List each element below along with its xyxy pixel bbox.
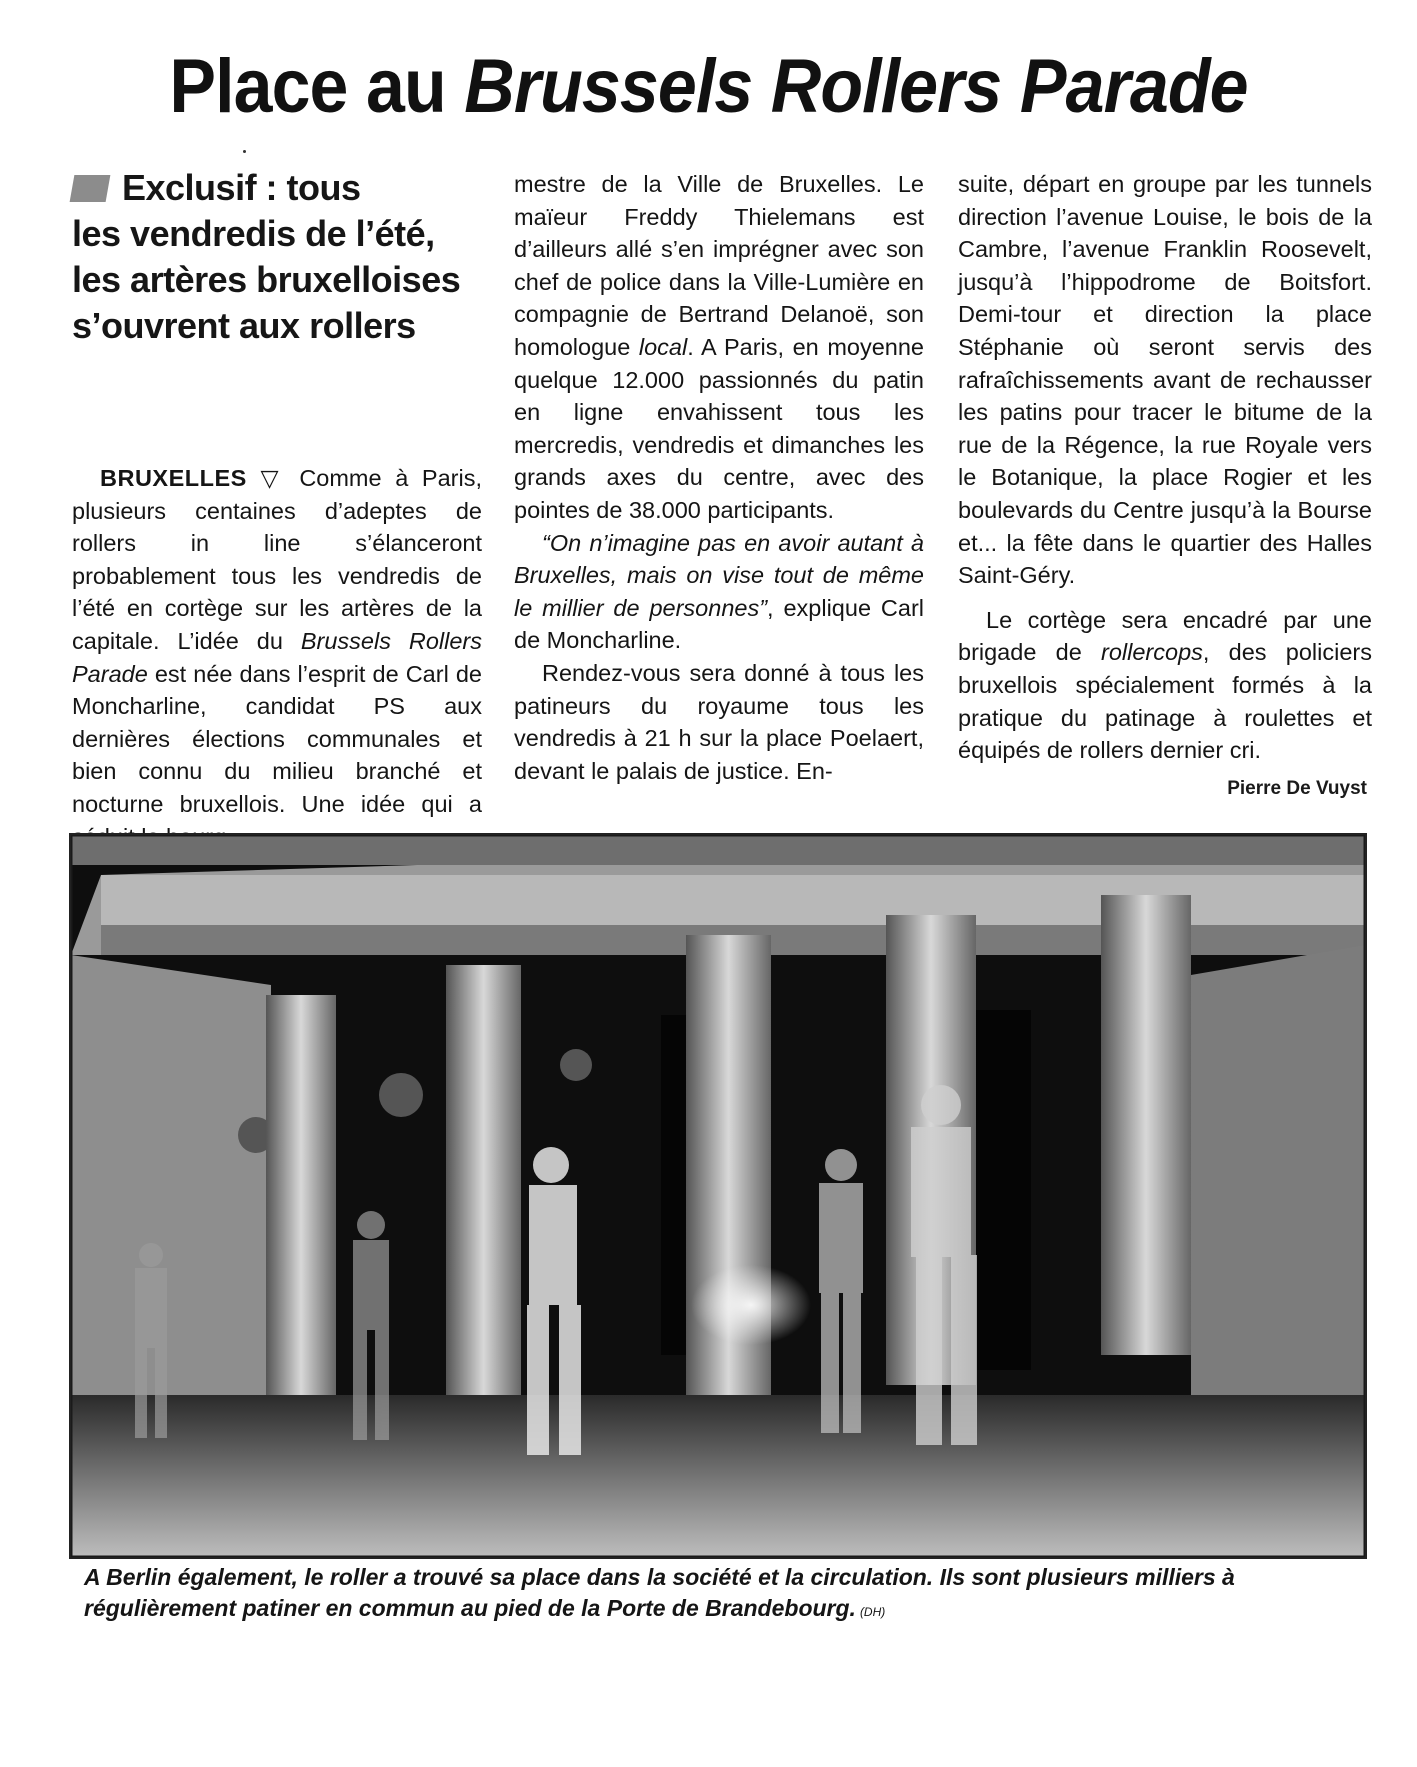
deck-line-2: les vendredis de l’été, (72, 213, 435, 254)
dateline-symbol: ▽ (260, 465, 286, 491)
col1-text: Comme à Paris, plusieurs centaines d’adeptes de rollers in line s’élanceront probablement tous les vendredis de l’été en cortège sur les artères de la capitale. L’idée du (72, 465, 482, 654)
col2-p1: mestre de la Ville de Bruxelles. Le maïeur Freddy Thielemans est d’ailleurs allé s’en imprégner avec son chef de police dans la Ville-Lumière en compagnie de Bertrand Delanoë, son homologue (514, 171, 924, 360)
photo-brandenburg-gate (69, 833, 1367, 1559)
quote: “On n’imagine pas en avoir autant à Bruxelles, mais on vise tout de même le millier de personnes” (514, 529, 924, 621)
col2-p1-italic: local (638, 333, 688, 360)
deck (72, 165, 472, 349)
col2-p3: Rendez-vous sera donné à tous les patineurs du royaume tous les vendredis à 21 h sur la place Poelaert, devant le palais de justice. En- (514, 659, 924, 784)
col2-p1-end: . A Paris, en moyenne quelque 12.000 passionnés du patin en ligne envahissent tous les mercredis, vendredis et dimanches les grands axes du centre, avec des pointes de 38.000 participants. (514, 333, 924, 523)
byline: Pierre De Vuyst (1227, 778, 1367, 799)
photo-caption (84, 1562, 1354, 1628)
deck-line-1: Exclusif : tous (122, 167, 361, 208)
col3-p2-italic: rollercops (1101, 639, 1203, 666)
headline-lead: Place au (169, 44, 465, 129)
article-column-3 (958, 168, 1372, 767)
deck-line-3: les artères bruxelloises (72, 259, 461, 300)
col1-text-end: est née dans l’esprit de Carl de Moncharline, candidat PS aux dernières élections communales et bien connu du milieu branché et nocturne bruxellois. Une idée qui a (72, 660, 482, 817)
col3-p1: suite, départ en groupe par les tunnels direction l’avenue Louise, le bois de la Cambre, l’avenue Franklin Roosevelt, jusqu’à l’hippodrome de Boitsfort. Demi-tour et direction la place Stéphanie où seront servis des rafraîchissements avant de rechausser les patins pour tracer le bitume de la rue de la Régence, la rue Royale vers le Botanique, la place Rogier et les boulevards du Centre jusqu’à la Bourse et... la fête dans le quartier des Halles Saint-Géry. (958, 171, 1372, 589)
photo-credit: (DH) (859, 1605, 886, 1619)
square-bullet-icon (70, 175, 111, 202)
col3-p2-end: , des policiers bruxellois spécialement formés à la pratique du patinage à roulettes et équipés de rollers dernier cri. (958, 639, 1372, 764)
dateline: BRUXELLES (100, 465, 247, 491)
col1-italic: Brussels Rollers Parade (72, 627, 482, 687)
col3-p2: Le cortège sera encadré par une brigade de (958, 606, 1372, 666)
decorative-dot (243, 150, 246, 153)
photo-illustration (71, 835, 1365, 1557)
headline-italic: Brussels Rollers Parade (464, 44, 1248, 129)
deck-line-4: s’ouvrent aux rollers (72, 305, 416, 346)
article-column-1 (72, 462, 482, 853)
article-column-2 (514, 168, 924, 787)
quote-attribution: , explique Carl de Moncharline. (514, 594, 924, 654)
caption-text: A Berlin également, le roller a trouvé sa place dans la société et la circulation. Ils sont plusieurs milliers à régulièrement patiner en commun au pied de la Porte de Brandebourg. (84, 1564, 1235, 1621)
headline (57, 42, 1361, 132)
